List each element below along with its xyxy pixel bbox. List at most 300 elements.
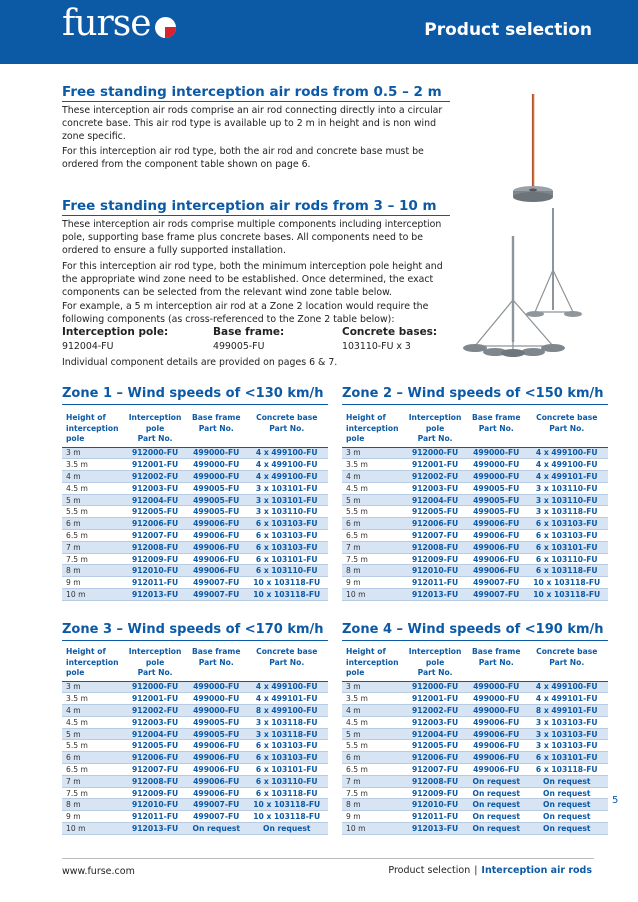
table-row	[342, 705, 608, 717]
base-frame-cell: 499006-FU	[467, 728, 526, 740]
pole-height-cell: 10 m	[62, 823, 123, 835]
concrete-base-cell: 6 x 103103-FU	[246, 740, 328, 752]
pole-part-cell: 912010-FU	[123, 799, 187, 811]
concrete-base-cell: 3 x 103118-FU	[246, 728, 328, 740]
concrete-base-cell: 8 x 499101-FU	[526, 705, 608, 717]
pole-height-cell: 9 m	[62, 811, 123, 823]
concrete-base-cell: 3 x 103103-FU	[526, 728, 608, 740]
table-row	[342, 799, 608, 811]
pole-part-cell: 912009-FU	[123, 553, 187, 565]
concrete-base-cell: 4 x 499100-FU	[246, 459, 328, 471]
base-frame-cell: 499006-FU	[467, 565, 526, 577]
concrete-base-cell: 6 x 103101-FU	[526, 752, 608, 764]
pole-part-cell: 912004-FU	[403, 728, 467, 740]
pole-height-cell: 3.5 m	[342, 459, 403, 471]
header-frame-cell: Base frame Part No.	[472, 413, 521, 433]
concrete-base-cell: On request	[526, 775, 608, 787]
zone1-rule	[62, 404, 328, 405]
pole-part-cell: 912013-FU	[403, 823, 467, 835]
component-label-frame: Base frame:	[213, 326, 285, 338]
base-frame-cell: 499007-FU	[187, 811, 246, 823]
pole-part-cell: 912002-FU	[403, 705, 467, 717]
base-frame-cell: 499006-FU	[187, 787, 246, 799]
table-row	[62, 589, 328, 601]
pole-part-cell: 912013-FU	[123, 589, 187, 601]
base-frame-cell: On request	[467, 811, 526, 823]
base-frame-cell: 499005-FU	[187, 482, 246, 494]
base-frame-cell: 499007-FU	[187, 799, 246, 811]
zone3-table-header	[62, 647, 328, 681]
footer-url[interactable]: www.furse.com	[62, 866, 135, 877]
table-row	[342, 693, 608, 705]
tall-air-rod-illustration	[455, 200, 605, 365]
pole-height-cell: 4.5 m	[62, 482, 123, 494]
pole-height-cell: 8 m	[342, 565, 403, 577]
concrete-base-cell: On request	[246, 823, 328, 835]
furse-logo	[62, 3, 176, 44]
base-frame-cell: 499005-FU	[187, 716, 246, 728]
concrete-base-cell: 6 x 103110-FU	[246, 775, 328, 787]
concrete-base-cell: 6 x 103103-FU	[526, 518, 608, 530]
header-pole-cell: Interception pole Part No.	[408, 413, 462, 443]
component-label-concrete: Concrete bases:	[342, 326, 438, 338]
pole-height-cell: 9 m	[62, 577, 123, 589]
pole-height-cell: 7.5 m	[342, 553, 403, 565]
table-row	[342, 482, 608, 494]
base-frame-cell: 499007-FU	[187, 589, 246, 601]
pole-part-cell: 912002-FU	[403, 471, 467, 483]
pole-height-cell: 4 m	[342, 705, 403, 717]
base-frame-cell: 499000-FU	[187, 705, 246, 717]
header-concrete-cell: Concrete base Part No.	[256, 647, 318, 667]
concrete-base-cell: 4 x 499100-FU	[246, 681, 328, 693]
concrete-base-cell: 6 x 103101-FU	[246, 764, 328, 776]
base-frame-cell: On request	[467, 787, 526, 799]
pole-part-cell: 912004-FU	[403, 494, 467, 506]
pole-part-cell: 912009-FU	[403, 553, 467, 565]
section2-paragraph-2: For this interception air rod type, both the minimum interception pole height and the appropriate wind zone need to be established. Once determined, the exact components can be selected from the relevant wind zone table below.	[62, 261, 443, 298]
base-frame-cell: 499000-FU	[187, 447, 246, 459]
pole-part-cell: 912008-FU	[403, 541, 467, 553]
concrete-base-cell: 6 x 103118-FU	[526, 764, 608, 776]
concrete-base-cell: 4 x 499100-FU	[526, 447, 608, 459]
logo-mark-icon	[155, 17, 176, 38]
section1-paragraph-1: These interception air rods comprise an air rod connecting directly into a circular concrete base. This air rod type is available up to 2 m in height and is non wind zone specific.	[62, 105, 443, 142]
zone3-rule	[62, 640, 328, 641]
base-frame-cell: 499000-FU	[467, 471, 526, 483]
pole-height-cell: 9 m	[342, 577, 403, 589]
table-row	[62, 471, 328, 483]
header-concrete-cell: Concrete base Part No.	[536, 647, 598, 667]
table-row	[62, 799, 328, 811]
pole-height-cell: 3.5 m	[342, 693, 403, 705]
pole-part-cell: 912000-FU	[403, 447, 467, 459]
pole-part-cell: 912008-FU	[123, 775, 187, 787]
table-row	[62, 565, 328, 577]
section1-paragraph-2: For this interception air rod type, both the air rod and concrete base must be ordered from the component table shown on page 6.	[62, 146, 424, 170]
base-frame-cell: 499006-FU	[187, 518, 246, 530]
concrete-base-cell: 6 x 103118-FU	[246, 787, 328, 799]
header-height-cell: Height of interception pole	[66, 647, 119, 677]
pole-part-cell: 912010-FU	[123, 565, 187, 577]
header-pole-cell: Interception pole Part No.	[128, 647, 182, 677]
table-row	[342, 541, 608, 553]
section1-rule	[62, 101, 450, 102]
pole-height-cell: 5.5 m	[342, 506, 403, 518]
header-height-cell: Height of interception pole	[66, 413, 119, 443]
concrete-base-cell: 4 x 499100-FU	[246, 471, 328, 483]
pole-height-cell: 7 m	[342, 541, 403, 553]
base-frame-cell: 499005-FU	[467, 494, 526, 506]
pole-part-cell: 912013-FU	[403, 589, 467, 601]
pole-height-cell: 3 m	[62, 447, 123, 459]
header-frame-cell: Base frame Part No.	[192, 413, 241, 433]
base-frame-cell: 499006-FU	[187, 565, 246, 577]
concrete-base-cell: On request	[526, 811, 608, 823]
table-row	[62, 518, 328, 530]
table-row	[342, 518, 608, 530]
pole-height-cell: 6.5 m	[342, 764, 403, 776]
base-frame-cell: 499007-FU	[187, 577, 246, 589]
header-height-cell: Height of interception pole	[346, 413, 399, 443]
pole-height-cell: 7.5 m	[342, 787, 403, 799]
pole-part-cell: 912001-FU	[403, 459, 467, 471]
pole-height-cell: 10 m	[342, 823, 403, 835]
pole-height-cell: 4 m	[342, 471, 403, 483]
section2-paragraph-1: These interception air rods comprise multiple components including interception pole, supporting base frame plus concrete bases. All components need to be ordered to ensure a fully supported installation.	[62, 219, 442, 256]
pole-height-cell: 5.5 m	[342, 740, 403, 752]
concrete-base-cell: 10 x 103118-FU	[246, 577, 328, 589]
pole-part-cell: 912002-FU	[123, 471, 187, 483]
base-frame-cell: 499005-FU	[187, 506, 246, 518]
table-row	[62, 494, 328, 506]
base-frame-cell: 499006-FU	[467, 541, 526, 553]
concrete-base-cell: 4 x 499100-FU	[526, 681, 608, 693]
base-frame-cell: 499006-FU	[187, 752, 246, 764]
base-frame-cell: 499000-FU	[187, 459, 246, 471]
zone4-table-header	[342, 647, 608, 681]
header-title: Product selection	[424, 20, 592, 40]
pole-part-cell: 912007-FU	[123, 764, 187, 776]
pole-height-cell: 4.5 m	[62, 716, 123, 728]
concrete-base-cell: 4 x 499101-FU	[526, 471, 608, 483]
footer-rule	[62, 858, 594, 859]
pole-part-cell: 912008-FU	[403, 775, 467, 787]
concrete-base-cell: 10 x 103118-FU	[526, 577, 608, 589]
pole-part-cell: 912001-FU	[403, 693, 467, 705]
table-row	[342, 459, 608, 471]
small-air-rod-illustration	[490, 90, 570, 210]
table-row	[62, 764, 328, 776]
table-row	[62, 705, 328, 717]
pole-height-cell: 4 m	[62, 705, 123, 717]
zone1-table	[62, 413, 328, 601]
pole-part-cell: 912003-FU	[403, 482, 467, 494]
concrete-base-cell: 6 x 103103-FU	[246, 541, 328, 553]
component-value-pole: 912004-FU	[62, 341, 114, 352]
table-row	[62, 740, 328, 752]
pole-part-cell: 912005-FU	[123, 740, 187, 752]
table-row	[342, 811, 608, 823]
footer-breadcrumb	[388, 865, 592, 876]
concrete-base-cell: 6 x 103103-FU	[526, 530, 608, 542]
pole-part-cell: 912003-FU	[123, 482, 187, 494]
pole-part-cell: 912000-FU	[403, 681, 467, 693]
pole-height-cell: 5.5 m	[62, 506, 123, 518]
table-row	[62, 553, 328, 565]
base-frame-cell: 499000-FU	[467, 447, 526, 459]
base-frame-cell: On request	[467, 775, 526, 787]
concrete-base-cell: 6 x 103101-FU	[246, 553, 328, 565]
pole-height-cell: 4 m	[62, 471, 123, 483]
concrete-base-cell: 8 x 499100-FU	[246, 705, 328, 717]
zone3-table	[62, 647, 328, 835]
section1-title: Free standing interception air rods from 0.5 – 2 m	[62, 84, 442, 100]
footer-separator: |	[474, 865, 478, 876]
table-row	[62, 823, 328, 835]
base-frame-cell: 499005-FU	[467, 506, 526, 518]
table-row	[342, 681, 608, 693]
pole-part-cell: 912007-FU	[403, 530, 467, 542]
component-label-pole: Interception pole:	[62, 326, 169, 338]
pole-height-cell: 7.5 m	[62, 787, 123, 799]
pole-height-cell: 7.5 m	[62, 553, 123, 565]
table-row	[62, 577, 328, 589]
pole-height-cell: 5 m	[342, 728, 403, 740]
concrete-base-cell: On request	[526, 823, 608, 835]
base-frame-cell: 499000-FU	[467, 459, 526, 471]
table-row	[342, 764, 608, 776]
zone3-title: Zone 3 – Wind speeds of <170 km/h	[62, 622, 324, 637]
concrete-base-cell: 10 x 103118-FU	[526, 589, 608, 601]
logo-text: furse	[62, 3, 151, 44]
base-frame-cell: 499000-FU	[467, 705, 526, 717]
base-frame-cell: 499006-FU	[187, 553, 246, 565]
header-concrete-cell: Concrete base Part No.	[536, 413, 598, 433]
pole-height-cell: 6 m	[342, 752, 403, 764]
footer-section: Product selection	[388, 865, 471, 876]
concrete-base-cell: 4 x 499100-FU	[526, 459, 608, 471]
base-frame-cell: 499006-FU	[187, 530, 246, 542]
table-row	[62, 811, 328, 823]
concrete-base-cell: On request	[526, 787, 608, 799]
concrete-base-cell: 6 x 103110-FU	[526, 553, 608, 565]
table-row	[342, 553, 608, 565]
table-row	[342, 506, 608, 518]
table-row	[62, 752, 328, 764]
base-frame-cell: 499000-FU	[467, 693, 526, 705]
table-row	[342, 565, 608, 577]
pole-part-cell: 912000-FU	[123, 681, 187, 693]
table-row	[342, 589, 608, 601]
concrete-base-cell: 3 x 103110-FU	[526, 494, 608, 506]
table-row	[342, 740, 608, 752]
page-number: 5	[612, 795, 619, 806]
pole-height-cell: 6.5 m	[342, 530, 403, 542]
zone2-table-header	[342, 413, 608, 447]
pole-part-cell: 912000-FU	[123, 447, 187, 459]
header-height-cell: Height of interception pole	[346, 647, 399, 677]
concrete-base-cell: 3 x 103110-FU	[526, 482, 608, 494]
concrete-base-cell: 10 x 103118-FU	[246, 799, 328, 811]
pole-part-cell: 912001-FU	[123, 459, 187, 471]
base-frame-cell: 499006-FU	[467, 764, 526, 776]
pole-height-cell: 6.5 m	[62, 530, 123, 542]
zone2-rule	[342, 404, 608, 405]
concrete-base-cell: 3 x 103118-FU	[246, 716, 328, 728]
pole-part-cell: 912003-FU	[123, 716, 187, 728]
base-frame-cell: 499006-FU	[187, 740, 246, 752]
pole-height-cell: 4.5 m	[342, 716, 403, 728]
base-frame-cell: 499006-FU	[467, 752, 526, 764]
pole-height-cell: 9 m	[342, 811, 403, 823]
pole-part-cell: 912007-FU	[403, 764, 467, 776]
base-frame-cell: 499006-FU	[467, 716, 526, 728]
pole-part-cell: 912011-FU	[123, 577, 187, 589]
header-frame-cell: Base frame Part No.	[192, 647, 241, 667]
pole-part-cell: 912005-FU	[403, 740, 467, 752]
table-row	[62, 447, 328, 459]
section2-rule	[62, 215, 450, 216]
pole-part-cell: 912013-FU	[123, 823, 187, 835]
zone4-table	[342, 647, 608, 835]
table-row	[62, 693, 328, 705]
pole-height-cell: 6 m	[62, 752, 123, 764]
base-frame-cell: On request	[467, 799, 526, 811]
pole-part-cell: 912006-FU	[403, 518, 467, 530]
pole-height-cell: 8 m	[62, 799, 123, 811]
table-row	[342, 577, 608, 589]
table-row	[62, 681, 328, 693]
pole-height-cell: 5 m	[62, 728, 123, 740]
base-frame-cell: 499007-FU	[467, 577, 526, 589]
table-row	[342, 787, 608, 799]
table-row	[62, 506, 328, 518]
pole-height-cell: 3.5 m	[62, 459, 123, 471]
base-frame-cell: 499000-FU	[187, 681, 246, 693]
pole-height-cell: 5.5 m	[62, 740, 123, 752]
concrete-base-cell: 3 x 103110-FU	[246, 506, 328, 518]
base-frame-cell: 499006-FU	[467, 518, 526, 530]
component-value-concrete: 103110-FU x 3	[342, 341, 411, 352]
concrete-base-cell: 4 x 499101-FU	[246, 693, 328, 705]
base-frame-cell: 499006-FU	[187, 775, 246, 787]
component-value-frame: 499005-FU	[213, 341, 265, 352]
pole-height-cell: 8 m	[342, 799, 403, 811]
table-row	[342, 471, 608, 483]
pole-part-cell: 912009-FU	[123, 787, 187, 799]
pole-part-cell: 912004-FU	[123, 728, 187, 740]
header-concrete-cell: Concrete base Part No.	[256, 413, 318, 433]
table-row	[62, 459, 328, 471]
table-row	[62, 482, 328, 494]
pole-part-cell: 912005-FU	[403, 506, 467, 518]
pole-height-cell: 7 m	[342, 775, 403, 787]
table-row	[342, 823, 608, 835]
table-row	[62, 787, 328, 799]
base-frame-cell: 499006-FU	[187, 541, 246, 553]
base-frame-cell: 499000-FU	[187, 693, 246, 705]
pole-height-cell: 7 m	[62, 541, 123, 553]
concrete-base-cell: 6 x 103103-FU	[246, 530, 328, 542]
table-row	[342, 752, 608, 764]
concrete-base-cell: 6 x 103110-FU	[246, 565, 328, 577]
footer-topic: Interception air rods	[481, 865, 592, 876]
concrete-base-cell: 6 x 103103-FU	[246, 752, 328, 764]
concrete-base-cell: 4 x 499100-FU	[246, 447, 328, 459]
concrete-base-cell: 4 x 499101-FU	[526, 693, 608, 705]
zone4-rule	[342, 640, 608, 641]
table-row	[342, 447, 608, 459]
concrete-base-cell: 3 x 103101-FU	[246, 482, 328, 494]
base-frame-cell: 499006-FU	[467, 530, 526, 542]
header-pole-cell: Interception pole Part No.	[408, 647, 462, 677]
table-row	[62, 716, 328, 728]
concrete-base-cell: 3 x 103103-FU	[526, 716, 608, 728]
pole-part-cell: 912011-FU	[403, 811, 467, 823]
table-row	[62, 775, 328, 787]
concrete-base-cell: 3 x 103103-FU	[526, 740, 608, 752]
concrete-base-cell: 3 x 103101-FU	[246, 494, 328, 506]
concrete-base-cell: 10 x 103118-FU	[246, 589, 328, 601]
table-row	[342, 716, 608, 728]
pole-part-cell: 912007-FU	[123, 530, 187, 542]
base-frame-cell: 499005-FU	[187, 494, 246, 506]
zone1-table-header	[62, 413, 328, 447]
zone2-table	[342, 413, 608, 601]
pole-height-cell: 3 m	[62, 681, 123, 693]
table-row	[342, 494, 608, 506]
pole-part-cell: 912010-FU	[403, 799, 467, 811]
section2-title: Free standing interception air rods from 3 – 10 m	[62, 198, 437, 214]
concrete-base-cell: 6 x 103103-FU	[246, 518, 328, 530]
table-row	[62, 541, 328, 553]
pole-part-cell: 912003-FU	[403, 716, 467, 728]
pole-height-cell: 7 m	[62, 775, 123, 787]
pole-height-cell: 5 m	[62, 494, 123, 506]
pole-height-cell: 3 m	[342, 681, 403, 693]
pole-part-cell: 912006-FU	[123, 752, 187, 764]
concrete-base-cell: 10 x 103118-FU	[246, 811, 328, 823]
table-row	[342, 775, 608, 787]
zone4-title: Zone 4 – Wind speeds of <190 km/h	[342, 622, 604, 637]
pole-part-cell: 912011-FU	[123, 811, 187, 823]
pole-height-cell: 3.5 m	[62, 693, 123, 705]
base-frame-cell: 499007-FU	[467, 589, 526, 601]
pole-height-cell: 6 m	[62, 518, 123, 530]
pole-height-cell: 4.5 m	[342, 482, 403, 494]
header-pole-cell: Interception pole Part No.	[128, 413, 182, 443]
pole-part-cell: 912002-FU	[123, 705, 187, 717]
concrete-base-cell: 6 x 103118-FU	[526, 565, 608, 577]
table-row	[62, 728, 328, 740]
table-row	[342, 728, 608, 740]
base-frame-cell: 499006-FU	[187, 764, 246, 776]
pole-part-cell: 912006-FU	[403, 752, 467, 764]
header-banner	[0, 0, 638, 64]
concrete-base-cell: On request	[526, 799, 608, 811]
pole-height-cell: 10 m	[62, 589, 123, 601]
pole-part-cell: 912001-FU	[123, 693, 187, 705]
base-frame-cell: 499005-FU	[467, 482, 526, 494]
base-frame-cell: On request	[187, 823, 246, 835]
pole-part-cell: 912010-FU	[403, 565, 467, 577]
base-frame-cell: On request	[467, 823, 526, 835]
pole-part-cell: 912009-FU	[403, 787, 467, 799]
pole-height-cell: 6 m	[342, 518, 403, 530]
pole-part-cell: 912005-FU	[123, 506, 187, 518]
table-row	[62, 530, 328, 542]
